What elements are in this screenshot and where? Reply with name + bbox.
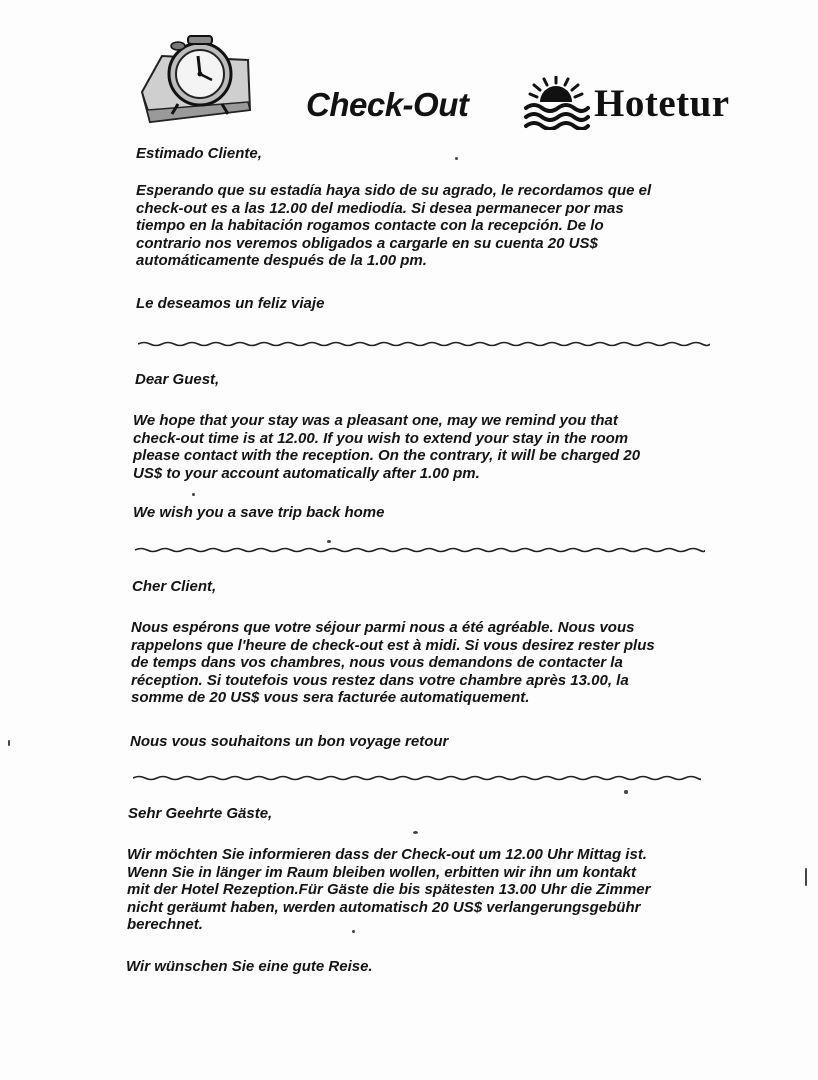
salutation-fr: Cher Client, — [132, 578, 217, 595]
paragraph-line: rappelons que l'heure de check-out est à midi. Si vous desirez rester plus — [131, 636, 655, 654]
paragraph-line: Nous espérons que votre séjour parmi nous a été agréable. Nous vous — [131, 619, 635, 636]
scan-speck — [455, 157, 458, 160]
hotel-logo — [522, 76, 730, 130]
salutation-en: Dear Guest, — [135, 371, 220, 388]
closing-es: Le deseamos un feliz viaje — [136, 295, 325, 312]
paragraph-line: check-out time is at 12.00. If you wish to extend your stay in the room — [133, 429, 629, 447]
paragraph-line: mit der Hotel Rezeption.Für Gäste die bis spätesten 13.00 Uhr die Zimmer — [127, 881, 651, 898]
salutation-es: Estimado Cliente, — [136, 145, 262, 162]
paragraph-line: Wir möchten Sie informieren dass der Check-out um 12.00 Uhr Mittag ist. — [127, 846, 647, 863]
paragraph-line: réception. Si toutefois vous restez dans votre chambre après 13.00, la — [131, 671, 629, 689]
sun-waves-icon — [522, 76, 590, 130]
logo-text: Hotetur — [594, 81, 730, 125]
divider-line — [135, 546, 705, 554]
paragraph-line: US$ to your account automatically after 1.00 pm. — [133, 464, 480, 482]
paragraph-line: Esperando que su estadía haya sido de su agrado, le recordamos que el — [136, 182, 652, 199]
paragraph-line: please contact with the reception. On the contrary, it will be charged 20 — [133, 447, 641, 464]
scan-speck — [805, 868, 807, 886]
paragraph-en — [133, 412, 717, 482]
paragraph-line: nicht geräumt haben, werden automatisch 20 US$ verlangerungsgebühr — [127, 898, 641, 916]
closing-fr: Nous vous souhaitons un bon voyage retour — [130, 733, 449, 750]
page-title: Check-Out — [306, 86, 469, 123]
scan-speck — [192, 493, 195, 496]
paragraph-de — [127, 846, 717, 934]
paragraph-line: berechnet. — [127, 916, 203, 933]
paragraph-line: check-out es a las 12.00 del mediodía. Si desea permanecer por mas — [136, 199, 624, 217]
paragraph-line: de temps dans vos chambres, nous vous demandons de contacter la — [131, 654, 623, 671]
paragraph-line: Wenn Sie in länger im Raum bleiben wollen, erbitten wir ihn um kontakt — [127, 863, 636, 881]
scan-speck — [327, 540, 331, 543]
alarm-clock-icon — [136, 30, 254, 124]
paragraph-line: somme de 20 US$ vous sera facturée automatiquement. — [131, 689, 530, 706]
divider-line — [138, 340, 710, 348]
paragraph-line: contrario nos veremos obligados a cargarle en su cuenta 20 US$ — [136, 234, 598, 252]
paragraph-line: automáticamente después de la 1.00 pm. — [136, 252, 427, 269]
scan-speck — [352, 930, 355, 933]
paragraph-line: We hope that your stay was a pleasant one, may we remind you that — [133, 412, 618, 429]
closing-en: We wish you a save trip back home — [133, 504, 385, 521]
paragraph-line: tiempo en la habitación rogamos contacte con la recepción. De lo — [136, 217, 604, 234]
scan-speck — [8, 740, 10, 746]
paragraph-es — [136, 182, 716, 270]
closing-de: Wir wünschen Sie eine gute Reise. — [126, 958, 373, 975]
paragraph-fr — [131, 619, 715, 707]
scan-speck — [624, 790, 628, 794]
salutation-de: Sehr Geehrte Gäste, — [128, 805, 273, 822]
scan-speck — [413, 831, 418, 834]
divider-line — [133, 774, 701, 782]
